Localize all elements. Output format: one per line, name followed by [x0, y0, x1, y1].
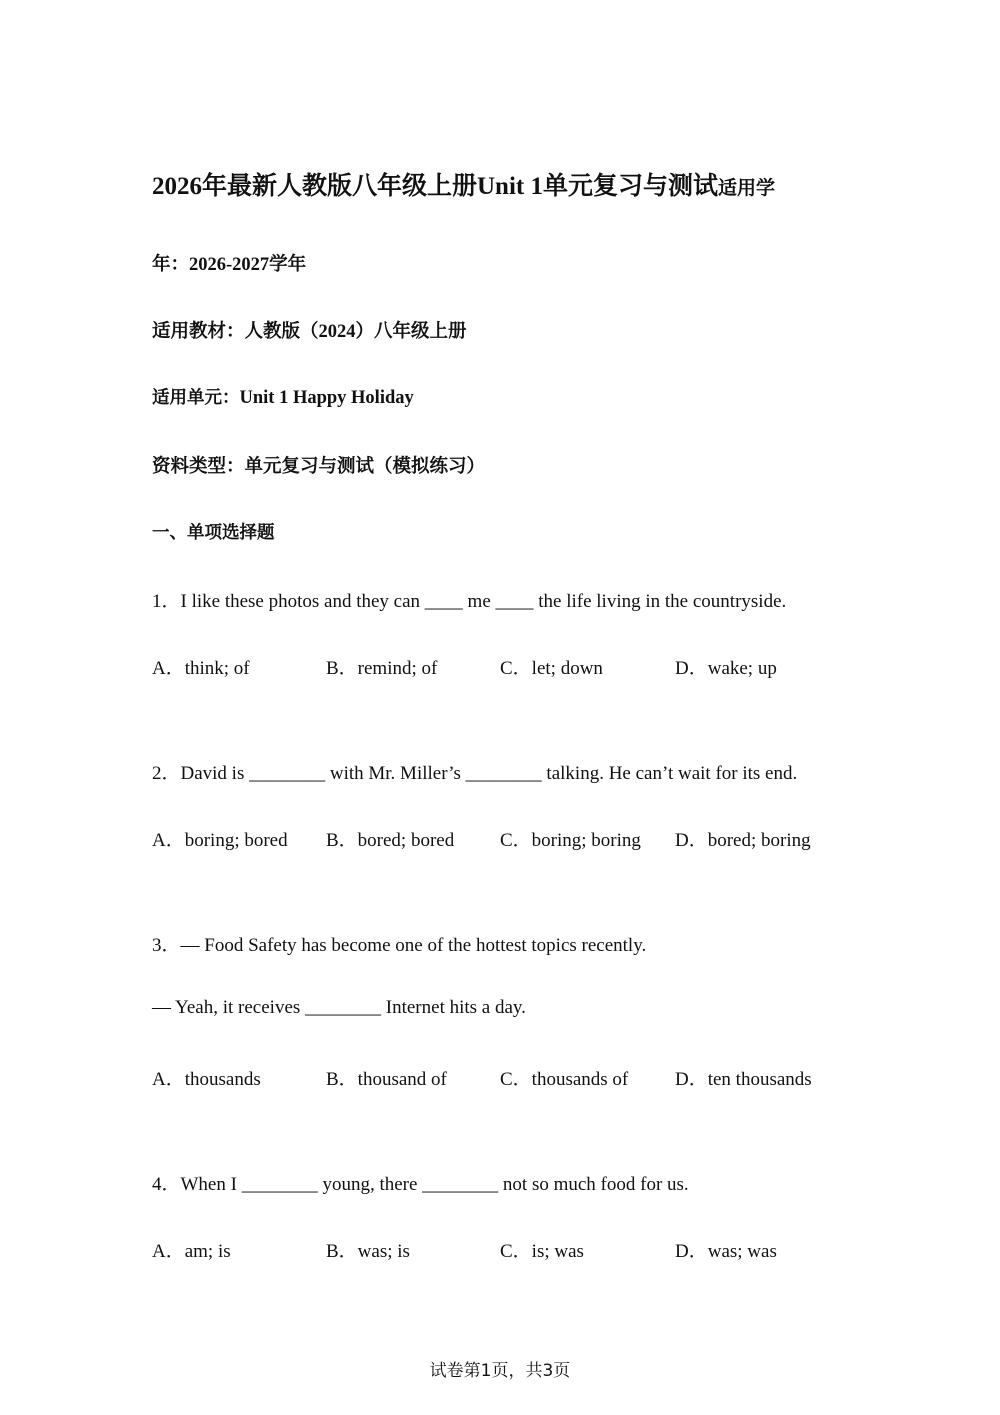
question-1-stem: 1．I like these photos and they can ____ me ____ the life living in the countryside. [152, 591, 787, 612]
page-footer: 试卷第1页，共3页 [429, 1361, 571, 1381]
question-3-option-d: D．ten thousands [675, 1069, 812, 1090]
question-3-option-b: B．thousand of [326, 1069, 447, 1090]
question-2-option-d: D．bored; boring [675, 830, 811, 851]
meta-unit-key: 适用单元： [152, 388, 240, 408]
question-3-stem-reply: — Yeah, it receives ________ Internet hits a day. [152, 997, 526, 1018]
question-3-stem: 3．— Food Safety has become one of the hottest topics recently. [152, 935, 647, 956]
question-4-option-a: A．am; is [152, 1241, 231, 1262]
question-3-option-a: A．thousands [152, 1069, 261, 1090]
question-3-option-c: C．thousands of [500, 1069, 629, 1090]
question-1-option-c: C．let; down [500, 658, 603, 679]
question-1-option-a: A．think; of [152, 658, 250, 679]
meta-type: 资料类型：单元复习与测试（模拟练习） [152, 457, 486, 477]
title-tail: 适用学 [717, 178, 775, 199]
question-2-option-a: A．boring; bored [152, 830, 288, 851]
question-4-stem: 4．When I ________ young, there ________ not so much food for us. [152, 1174, 689, 1195]
question-2-option-c: C．boring; boring [500, 830, 641, 851]
meta-unit-value: Unit 1 Happy Holiday [239, 388, 414, 408]
question-1-option-d: D．wake; up [675, 658, 777, 679]
document-title [152, 166, 775, 202]
title-main: 2026年最新人教版八年级上册Unit 1单元复习与测试 [152, 173, 718, 200]
question-4-option-b: B．was; is [326, 1241, 410, 1262]
question-2-option-b: B．bored; bored [326, 830, 455, 851]
section-title: 一、单项选择题 [152, 523, 275, 543]
question-4-option-c: C．is; was [500, 1241, 584, 1262]
question-2-stem: 2．David is ________ with Mr. Miller’s ________ talking. He can’t wait for its end. [152, 763, 798, 784]
question-4-option-d: D．was; was [675, 1241, 777, 1262]
meta-textbook: 适用教材：人教版（2024）八年级上册 [152, 322, 467, 342]
meta-unit [152, 384, 414, 409]
meta-year: 年：2026-2027学年 [152, 255, 307, 275]
question-1-option-b: B．remind; of [326, 658, 438, 679]
